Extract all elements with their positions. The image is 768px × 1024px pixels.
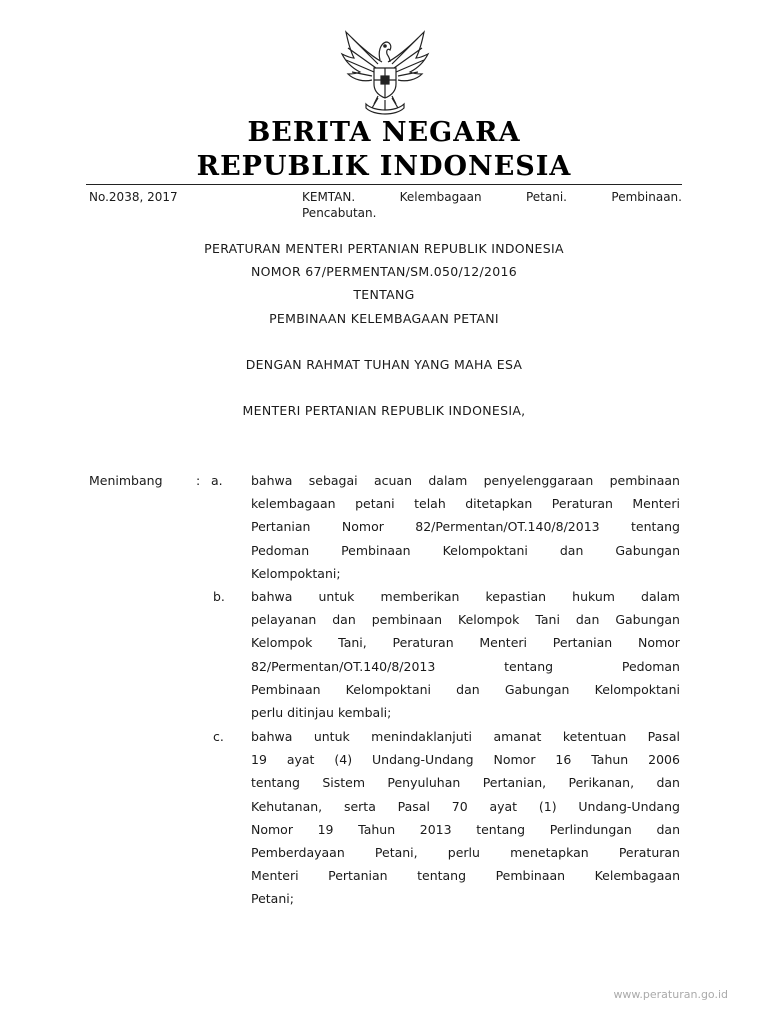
masthead-line-1: BERITA NEGARA: [247, 117, 521, 148]
word: sebagai: [308, 473, 358, 488]
word: dalam: [641, 589, 680, 604]
word: acuan: [373, 473, 413, 488]
word: menetapkan: [510, 845, 589, 861]
word: serta: [343, 798, 376, 814]
considering-colon: :: [196, 473, 201, 488]
masthead-line-2: REPUBLIK INDONESIA: [196, 151, 572, 182]
word: Tahun: [358, 821, 396, 837]
word: 16: [555, 752, 572, 768]
topic-word: Petani.: [525, 190, 567, 204]
word: Nomor: [251, 821, 293, 837]
word: dan: [656, 821, 680, 837]
text-line: [251, 725, 680, 748]
word: Penyuluhan: [387, 775, 461, 791]
word: 82/Permentan/OT.140/8/2013: [415, 519, 600, 535]
word: Undang-Undang: [578, 798, 680, 814]
word: Sistem: [322, 775, 366, 791]
word: tentang: [631, 519, 680, 535]
word: Kelompoktani;: [251, 565, 341, 581]
word: Perikanan,: [568, 775, 635, 791]
word: dan: [332, 612, 356, 628]
word: 19: [317, 821, 334, 837]
word: kepastian: [485, 589, 547, 604]
word: Pertanian: [251, 519, 311, 535]
text-line: [251, 515, 680, 538]
masthead-rule: [86, 184, 682, 185]
word: 2006: [648, 752, 680, 768]
regulation-about: TENTANG: [353, 287, 415, 302]
word: tentang: [476, 821, 526, 837]
topic-word: Pembinaan.: [611, 190, 682, 204]
word: Petani;: [251, 891, 294, 907]
word: amanat: [493, 729, 542, 744]
word: Nomor: [637, 635, 680, 651]
word: dan: [559, 542, 584, 558]
word: pembinaan: [609, 473, 680, 488]
word: Pembinaan: [341, 542, 411, 558]
word: bahwa: [251, 589, 293, 604]
text-line: [251, 539, 680, 562]
word: memberikan: [380, 589, 460, 604]
word: Kelompoktani: [345, 681, 432, 697]
word: perlu: [447, 845, 480, 861]
word: (1): [538, 798, 557, 814]
gazette-number: No.2038, 2017: [89, 190, 178, 204]
word: Peraturan: [551, 496, 613, 512]
word: bahwa: [251, 729, 293, 744]
word: Pertanian: [552, 635, 613, 651]
word: bahwa: [251, 473, 293, 488]
item-letter: b.: [213, 589, 225, 604]
text-line: [251, 655, 680, 678]
word: Tahun: [591, 752, 629, 768]
word: Nomor: [493, 752, 536, 768]
word: ditetapkan: [465, 496, 533, 512]
text-line: [251, 748, 680, 771]
topic-word: KEMTAN.: [302, 190, 356, 204]
word: Pasal: [647, 729, 680, 744]
considering-item-a: [251, 469, 680, 585]
word: Menteri: [251, 868, 299, 884]
text-line: [251, 771, 680, 794]
word: Pedoman: [251, 542, 310, 558]
word: Peraturan: [392, 635, 454, 651]
topic-word: Kelembagaan: [399, 190, 482, 204]
text-line: [251, 887, 680, 910]
word: Gabungan: [615, 542, 680, 558]
word: Kelompoktani: [442, 542, 528, 558]
word: Petani,: [374, 845, 418, 861]
text-line: [251, 631, 680, 654]
garuda-emblem-icon: [338, 28, 432, 116]
word: Pertanian,: [482, 775, 547, 791]
considering-item-b: [251, 585, 680, 724]
word: pelayanan: [251, 612, 317, 628]
word: Pembinaan: [251, 681, 321, 697]
text-line: [251, 795, 680, 818]
regulation-title: PERATURAN MENTERI PERTANIAN REPUBLIK INDONESIA: [204, 241, 564, 256]
word: dan: [575, 612, 600, 628]
word: Undang-Undang: [372, 752, 474, 768]
word: Menteri: [479, 635, 527, 651]
item-letter: a.: [211, 473, 223, 488]
gazette-topic: [302, 189, 682, 221]
word: kelembagaan: [251, 496, 336, 512]
blessing-line: DENGAN RAHMAT TUHAN YANG MAHA ESA: [245, 357, 523, 372]
considering-item-c: [251, 725, 680, 911]
word: kembali;: [337, 705, 392, 721]
word: menindaklanjuti: [371, 729, 473, 744]
word: Menteri: [632, 496, 680, 512]
word: tentang: [417, 868, 467, 884]
word: dan: [656, 775, 680, 791]
word: Pasal: [397, 798, 430, 814]
word: Gabungan: [615, 612, 680, 628]
word: untuk: [313, 729, 350, 744]
text-line: [251, 864, 680, 887]
word: Nomor: [341, 519, 384, 535]
word: pembinaan: [371, 612, 443, 628]
word: Kelompoktani: [594, 681, 680, 697]
word: Tani: [535, 612, 560, 628]
word: Pemberdayaan: [251, 845, 345, 861]
regulation-subject: PEMBINAAN KELEMBAGAAN PETANI: [269, 311, 499, 326]
word: perlu: [251, 705, 284, 721]
word: ayat: [489, 798, 518, 814]
word: ayat: [286, 752, 315, 768]
word: Peraturan: [618, 845, 680, 861]
topic-line-2: Pencabutan.: [302, 206, 377, 221]
word: tentang: [504, 658, 554, 674]
word: Kelompok: [251, 635, 313, 651]
footer-url: www.peraturan.go.id: [613, 988, 728, 1001]
word: petani: [355, 496, 395, 512]
word: penyelenggaraan: [483, 473, 594, 488]
regulation-number: NOMOR 67/PERMENTAN/SM.050/12/2016: [250, 264, 518, 279]
text-line: [251, 608, 680, 631]
word: ketentuan: [562, 729, 627, 744]
word: Pertanian: [328, 868, 388, 884]
word: dalam: [428, 473, 468, 488]
text-line: [251, 469, 680, 492]
word: 19: [251, 752, 267, 768]
word: Perlindungan: [549, 821, 632, 837]
word: telah: [414, 496, 446, 512]
word: 2013: [419, 821, 452, 837]
word: untuk: [318, 589, 355, 604]
word: ditinjau: [287, 705, 334, 721]
minister-line: MENTERI PERTANIAN REPUBLIK INDONESIA,: [242, 403, 526, 418]
word: Kehutanan,: [251, 798, 323, 814]
item-letter: c.: [213, 729, 224, 744]
word: Pembinaan: [495, 868, 566, 884]
word: dan: [456, 681, 480, 697]
word: 70: [451, 798, 468, 814]
word: 82/Permentan/OT.140/8/2013: [251, 658, 436, 674]
text-line: [251, 818, 680, 841]
word: Pedoman: [621, 658, 680, 674]
considering-label: Menimbang: [89, 473, 163, 488]
text-line: [251, 492, 680, 515]
word: Kelembagaan: [594, 868, 680, 884]
word: (4): [334, 752, 353, 768]
word: Tani,: [338, 635, 367, 651]
text-line: [251, 678, 680, 701]
text-line: [251, 562, 680, 585]
text-line: [251, 701, 680, 724]
word: Gabungan: [504, 681, 570, 697]
word: hukum: [572, 589, 615, 604]
text-line: [251, 585, 680, 608]
text-line: [251, 841, 680, 864]
word: Kelompok: [458, 612, 520, 628]
word: tentang: [251, 775, 300, 791]
